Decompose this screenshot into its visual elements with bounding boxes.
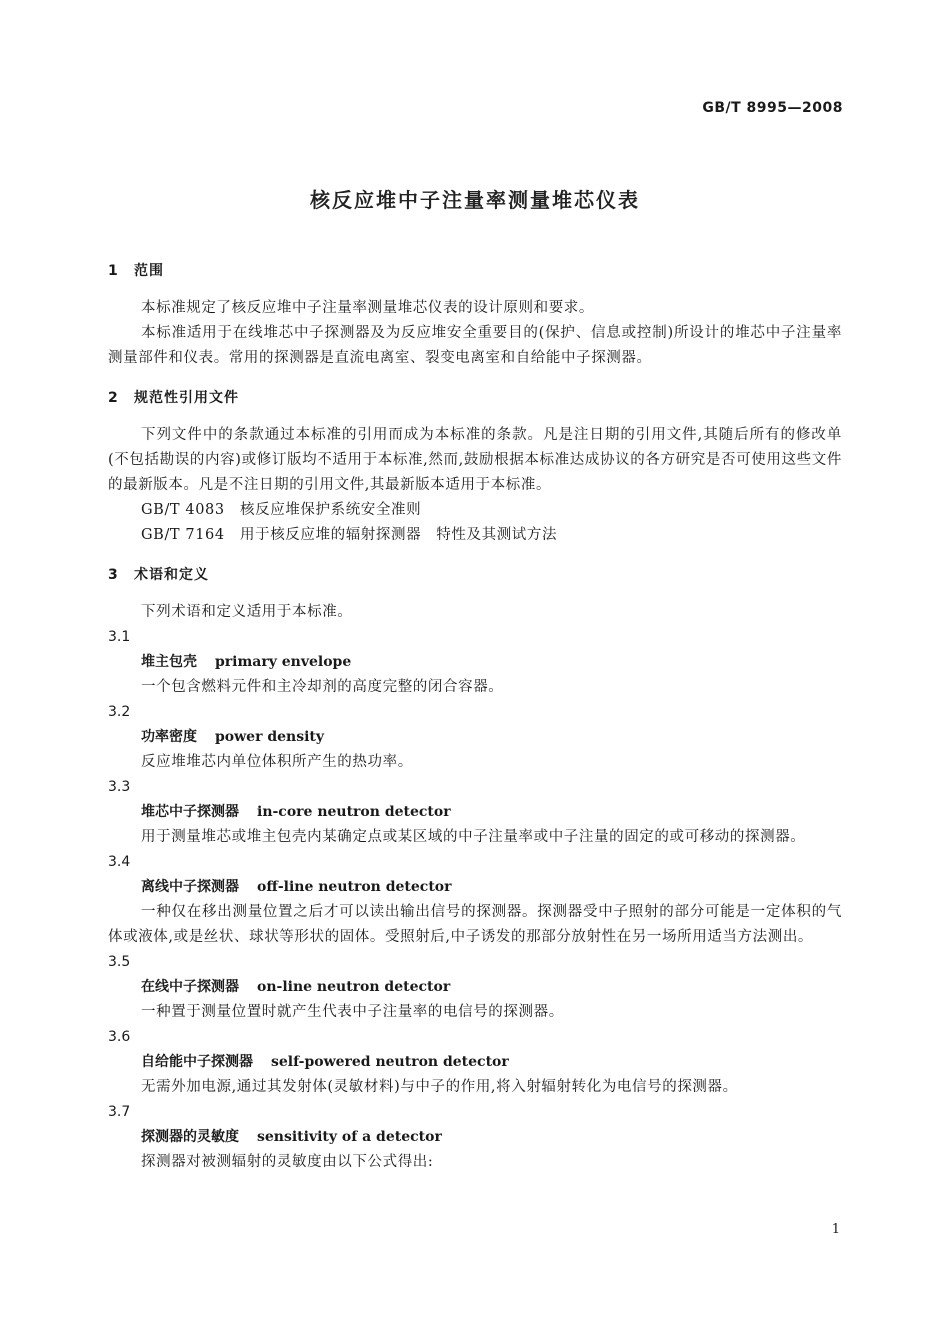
page-number: 1	[831, 1222, 840, 1237]
standard-code: GB/T 8995—2008	[702, 100, 843, 116]
term-definition: 无需外加电源,通过其发射体(灵敏材料)与中子的作用,将入射辐射转化为电信号的探测器。	[141, 1079, 738, 1095]
term-zh: 在线中子探测器	[141, 979, 239, 995]
term-heading	[108, 800, 842, 825]
term-zh: 离线中子探测器	[141, 879, 239, 895]
reference-item	[108, 523, 842, 548]
reference-title: 用于核反应堆的辐射探测器 特性及其测试方法	[240, 527, 558, 543]
term-zh: 探测器的灵敏度	[141, 1129, 239, 1145]
term-zh: 堆主包壳	[141, 654, 197, 670]
term-en: primary envelope	[215, 654, 352, 670]
term-entry	[108, 700, 842, 775]
term-en: power density	[215, 729, 325, 745]
term-number: 3.1	[108, 629, 131, 645]
term-number: 3.7	[108, 1104, 131, 1120]
term-number: 3.6	[108, 1029, 131, 1045]
reference-code: GB/T 7164	[141, 527, 225, 543]
term-entry	[108, 625, 842, 700]
term-en: self-powered neutron detector	[271, 1054, 509, 1070]
section-heading-normative-references	[108, 385, 842, 411]
term-number: 3.3	[108, 779, 131, 795]
paragraph: 下列文件中的条款通过本标准的引用而成为本标准的条款。凡是注日期的引用文件,其随后所有的修改单(不包括勘误的内容)或修订版均不适用于本标准,然而,鼓励根据本标准达成协议的各方研究是否可使用这些文件的最新版本。凡是不注日期的引用文件,其最新版本适用于本标准。	[108, 427, 842, 493]
term-heading	[108, 875, 842, 900]
term-definition: 用于测量堆芯或堆主包壳内某确定点或某区域的中子注量率或中子注量的固定的或可移动的探测器。	[141, 829, 806, 845]
section-heading-scope	[108, 258, 842, 284]
term-definition: 一种置于测量位置时就产生代表中子注量率的电信号的探测器。	[141, 1004, 564, 1020]
section-number: 3	[108, 567, 119, 583]
section-title: 范围	[134, 263, 164, 279]
term-entry	[108, 1025, 842, 1100]
term-zh: 功率密度	[141, 729, 197, 745]
term-heading	[108, 975, 842, 1000]
term-definition: 一种仅在移出测量位置之后才可以读出输出信号的探测器。探测器受中子照射的部分可能是一定体积的气体或液体,或是丝状、球状等形状的固体。受照射后,中子诱发的那部分放射性在另一场所用适当方法测出。	[108, 904, 842, 945]
section-title: 术语和定义	[134, 567, 209, 583]
reference-title: 核反应堆保护系统安全准则	[240, 502, 422, 518]
document-body	[108, 258, 842, 1175]
term-entry	[108, 950, 842, 1025]
term-number: 3.5	[108, 954, 131, 970]
paragraph: 本标准适用于在线堆芯中子探测器及为反应堆安全重要目的(保护、信息或控制)所设计的堆芯中子注量率测量部件和仪表。常用的探测器是直流电离室、裂变电离室和自给能中子探测器。	[108, 325, 842, 366]
reference-item	[108, 498, 842, 523]
term-en: on-line neutron detector	[257, 979, 451, 995]
section-number: 1	[108, 263, 119, 279]
term-zh: 堆芯中子探测器	[141, 804, 239, 820]
term-heading	[108, 1050, 842, 1075]
term-definition: 反应堆堆芯内单位体积所产生的热功率。	[141, 754, 413, 770]
page-title: 核反应堆中子注量率测量堆芯仪表	[310, 188, 640, 212]
term-number: 3.2	[108, 704, 131, 720]
term-en: in-core neutron detector	[257, 804, 451, 820]
term-entry	[108, 775, 842, 850]
term-zh: 自给能中子探测器	[141, 1054, 253, 1070]
term-entry	[108, 1100, 842, 1175]
term-heading	[108, 725, 842, 750]
term-heading	[108, 1125, 842, 1150]
term-heading	[108, 650, 842, 675]
term-definition: 探测器对被测辐射的灵敏度由以下公式得出:	[141, 1154, 434, 1170]
term-entry	[108, 850, 842, 950]
paragraph: 下列术语和定义适用于本标准。	[141, 604, 353, 620]
term-number: 3.4	[108, 854, 131, 870]
paragraph: 本标准规定了核反应堆中子注量率测量堆芯仪表的设计原则和要求。	[141, 300, 594, 316]
section-heading-terms	[108, 562, 842, 588]
term-definition: 一个包含燃料元件和主冷却剂的高度完整的闭合容器。	[141, 679, 504, 695]
term-en: sensitivity of a detector	[257, 1129, 442, 1145]
section-title: 规范性引用文件	[134, 390, 239, 406]
reference-code: GB/T 4083	[141, 502, 225, 518]
section-number: 2	[108, 390, 119, 406]
term-en: off-line neutron detector	[257, 879, 452, 895]
